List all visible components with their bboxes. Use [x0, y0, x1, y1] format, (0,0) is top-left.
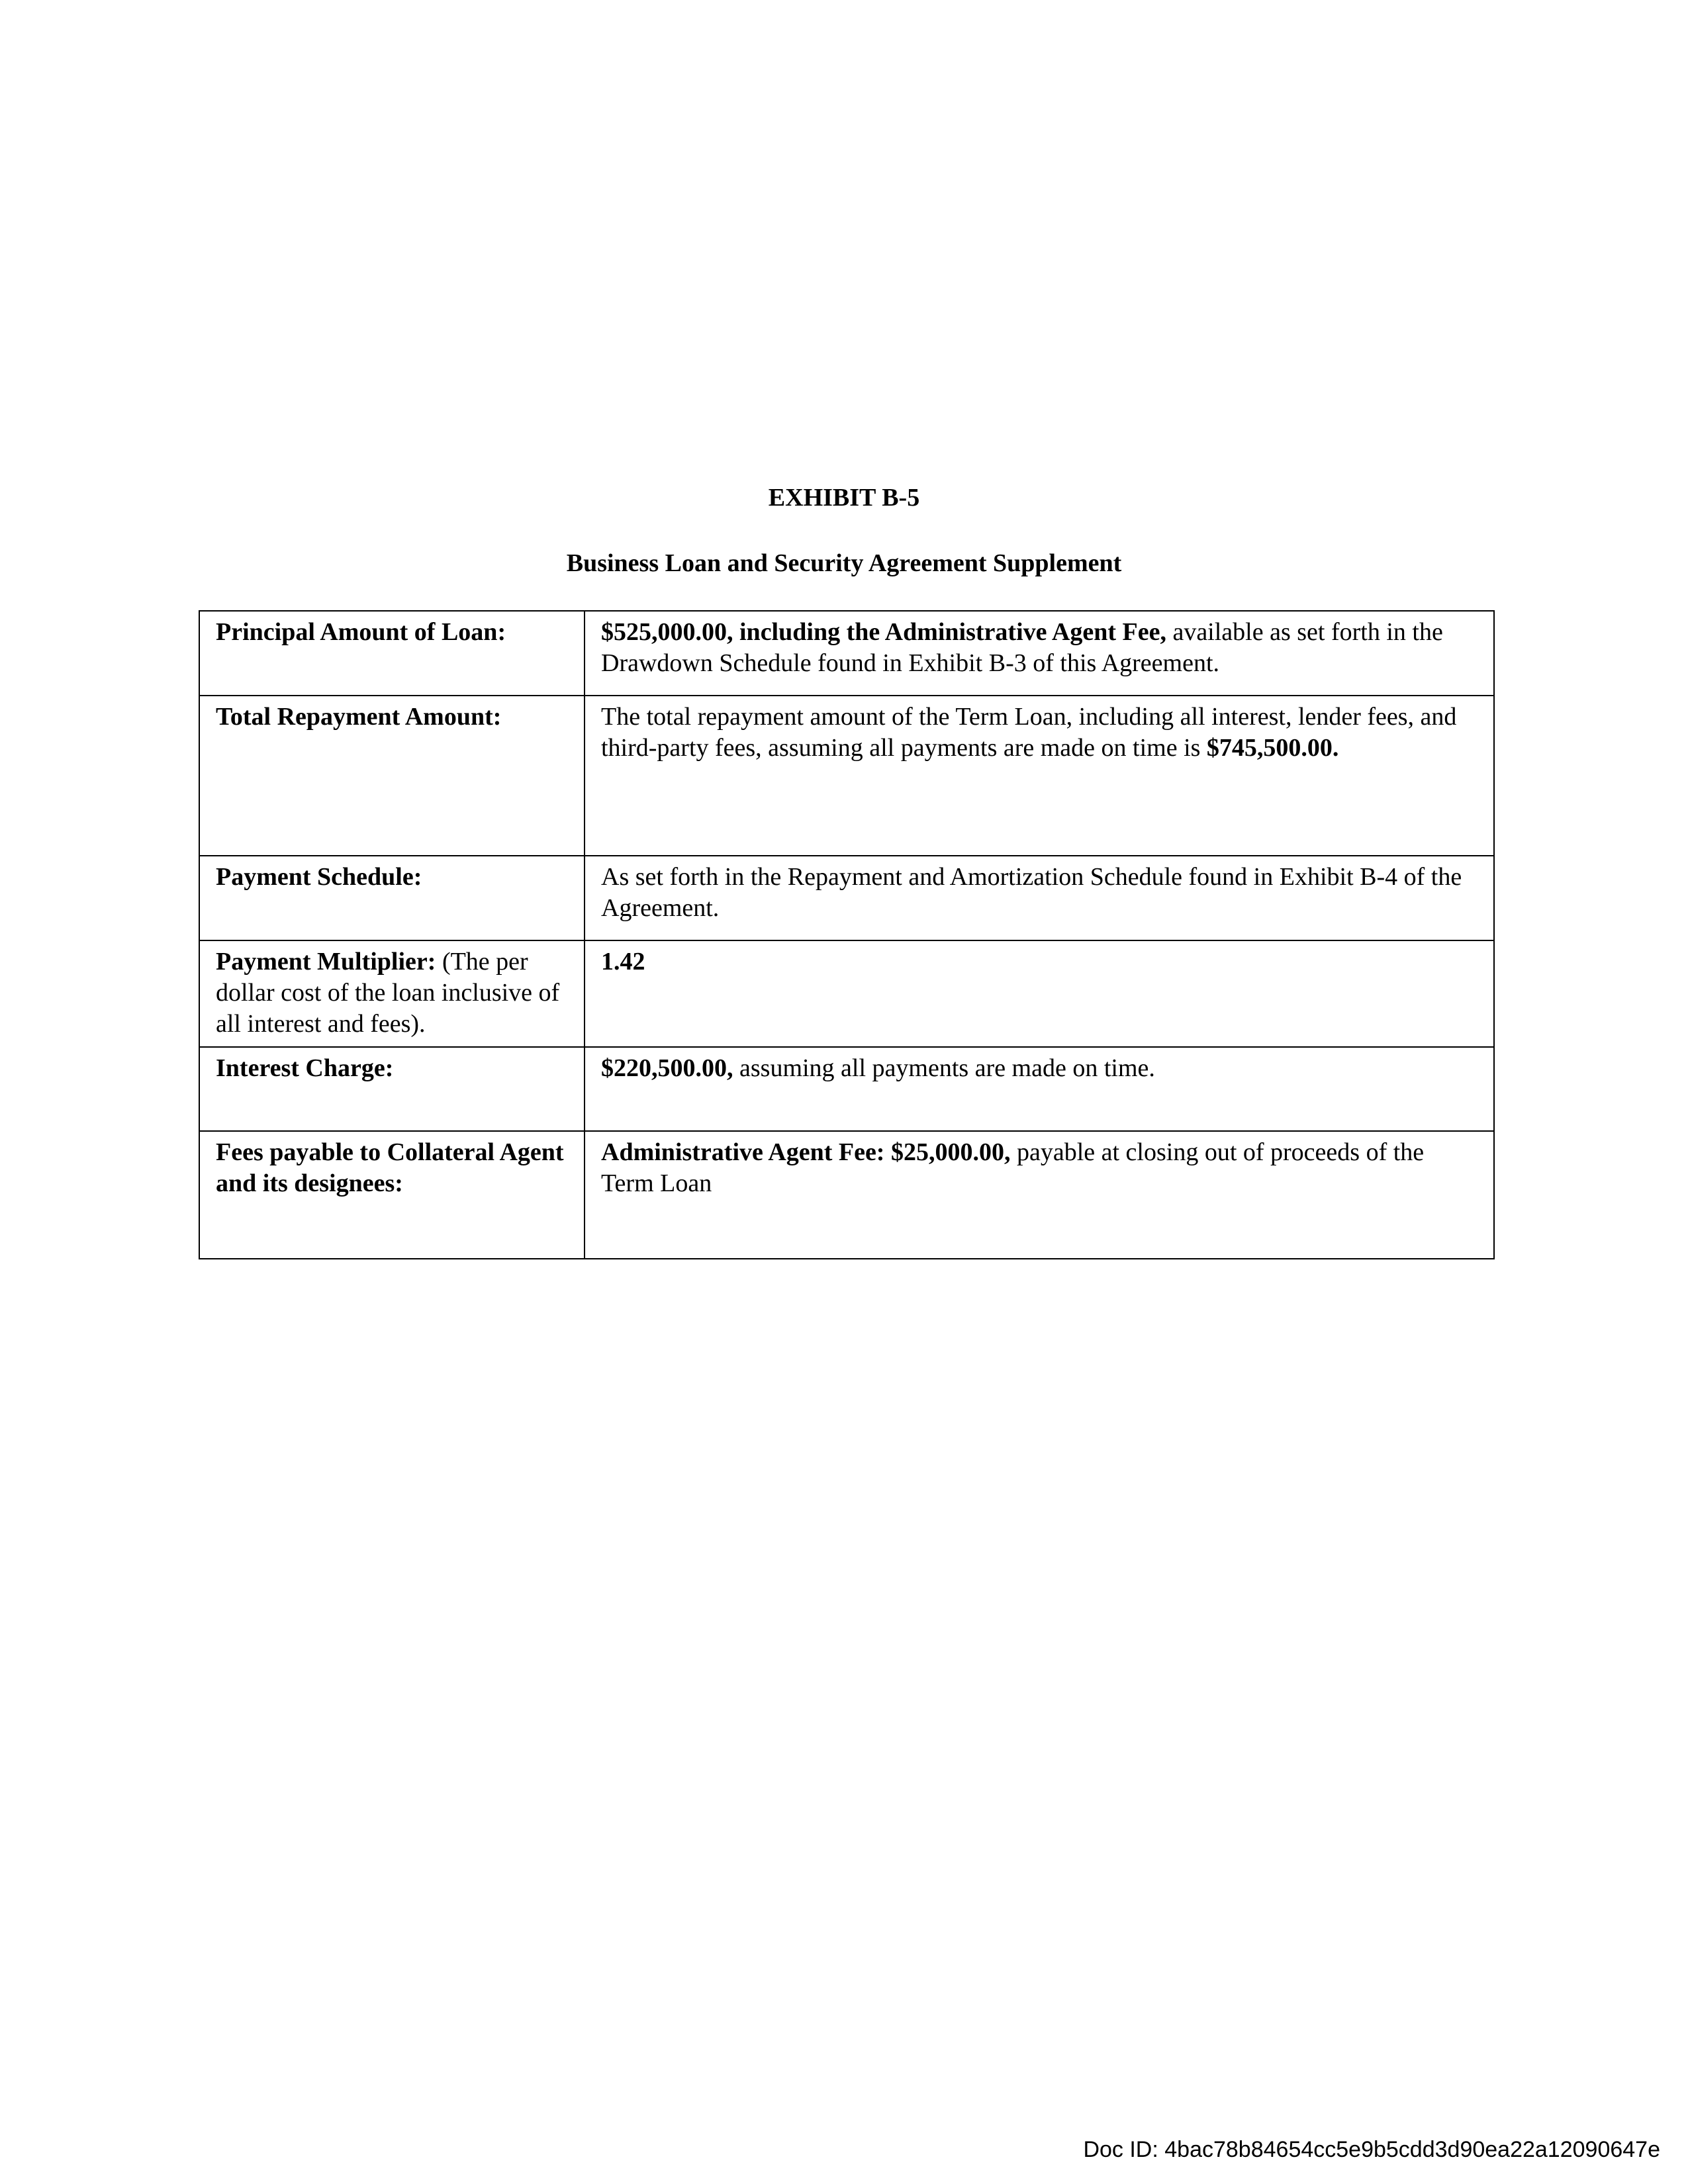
fees-value — [585, 1131, 1494, 1259]
principal-amount-text: available as set forth in the Drawdown Schedule found in Exhibit B-3 of this Agreement. — [601, 618, 1443, 677]
interest-charge-bold: $220,500.00, — [601, 1054, 733, 1082]
payment-multiplier-label — [199, 940, 585, 1047]
fees-bold: Administrative Agent Fee: $25,000.00, — [601, 1138, 1011, 1166]
interest-charge-text: assuming all payments are made on time. — [733, 1054, 1155, 1082]
total-repayment-text: The total repayment amount of the Term Loan, including all interest, lender fees, and third-party fees, assuming all payments are made on time is — [601, 703, 1457, 762]
principal-amount-value — [585, 611, 1494, 696]
interest-charge-value — [585, 1047, 1494, 1131]
total-repayment-value — [585, 696, 1494, 856]
table-row-interest-charge — [199, 1047, 1494, 1131]
document-title: Business Loan and Security Agreement Supplement — [566, 549, 1122, 577]
total-repayment-bold: $745,500.00. — [1206, 734, 1339, 762]
table-row-fees — [199, 1131, 1494, 1259]
payment-schedule-value: As set forth in the Repayment and Amortization Schedule found in Exhibit B-4 of the Agreement. — [585, 856, 1494, 940]
payment-multiplier-value: 1.42 — [585, 940, 1494, 1047]
payment-schedule-label: Payment Schedule: — [199, 856, 585, 940]
total-repayment-label: Total Repayment Amount: — [199, 696, 585, 856]
interest-charge-label: Interest Charge: — [199, 1047, 585, 1131]
principal-amount-label: Principal Amount of Loan: — [199, 611, 585, 696]
fees-label: Fees payable to Collateral Agent and its designees: — [199, 1131, 585, 1259]
document-id: Doc ID: 4bac78b84654cc5e9b5cdd3d90ea22a12090647e — [1083, 2137, 1660, 2162]
payment-multiplier-label-text: (The per dollar cost of the loan inclusive of all interest and fees). — [216, 948, 560, 1038]
table-row-payment-multiplier — [199, 940, 1494, 1047]
loan-terms-table — [199, 610, 1495, 1259]
exhibit-title: EXHIBIT B-5 — [768, 484, 920, 512]
table-row-principal-amount — [199, 611, 1494, 696]
table-row-total-repayment — [199, 696, 1494, 856]
fees-text: payable at closing out of proceeds of the Term Loan — [601, 1138, 1425, 1197]
payment-multiplier-label-bold: Payment Multiplier: — [216, 948, 436, 976]
principal-amount-bold: $525,000.00, including the Administrative Agent Fee, — [601, 618, 1166, 646]
table-row-payment-schedule — [199, 856, 1494, 940]
